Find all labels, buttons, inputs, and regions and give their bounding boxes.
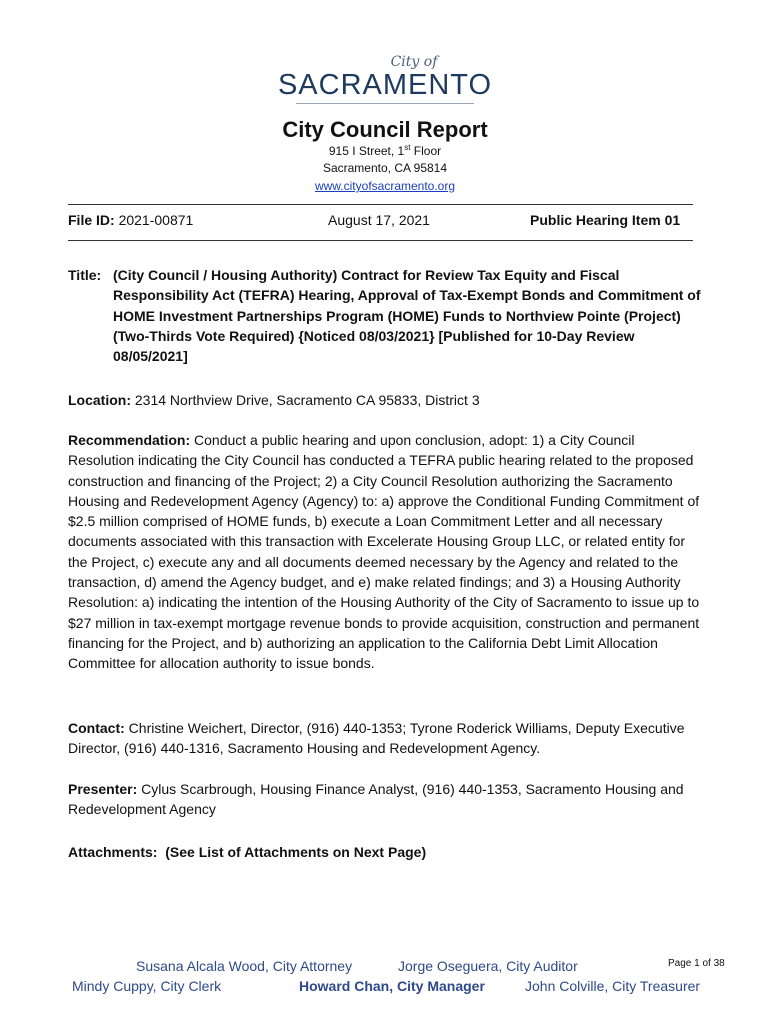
file-id-label: File ID: <box>68 212 115 228</box>
title-label: Title: <box>68 267 102 283</box>
footer-city-attorney: Susana Alcala Wood, City Attorney <box>136 958 353 974</box>
attachments-label: Attachments: <box>68 844 158 860</box>
title-text: (City Council / Housing Authority) Contract for Review Tax Equity and Fiscal Responsibility Act (TEFRA) Hearing, Approval of Tax-Exempt Bonds and Commitment of HOME Investment Partnerships Program (HOME) Funds to Northview Pointe (Project) (Two-Thirds Vote Required) {Noticed 08/03/2021} [Published for 10-Day Review 08/05/2021] <box>113 267 701 365</box>
file-id-value: 2021-00871 <box>118 212 194 228</box>
contact-label: Contact: <box>68 720 125 736</box>
location-label: Location: <box>68 392 131 408</box>
logo-city-of: City of <box>390 54 438 70</box>
presenter-label: Presenter: <box>68 781 138 797</box>
presenter-text: Cylus Scarbrough, Housing Finance Analyst, (916) 440-1353, Sacramento Housing and Redevelopment Agency <box>68 781 684 818</box>
header-rule-bottom <box>68 240 693 241</box>
address-line-2: Sacramento, CA 95814 <box>322 161 448 175</box>
page-number: Page 1 of 38 <box>668 958 725 969</box>
footer-city-clerk: Mindy Cuppy, City Clerk <box>72 978 222 994</box>
website-link[interactable]: www.cityofsacramento.org <box>314 179 456 193</box>
report-title: City Council Report <box>282 117 488 142</box>
address-street: 915 I Street, 1 <box>328 144 405 158</box>
report-date: August 17, 2021 <box>328 212 430 228</box>
city-logo <box>0 54 770 104</box>
address-floor-suffix: st <box>404 143 411 152</box>
recommendation-label: Recommendation: <box>68 432 191 448</box>
location-section <box>68 390 703 410</box>
agenda-item: Public Hearing Item 01 <box>530 212 681 228</box>
footer-city-manager: Howard Chan, City Manager <box>299 978 485 994</box>
attachments-text: (See List of Attachments on Next Page) <box>165 844 427 860</box>
location-text: 2314 Northview Drive, Sacramento CA 95833, District 3 <box>134 392 480 408</box>
recommendation-text: Conduct a public hearing and upon conclusion, adopt: 1) a City Council Resolution indicating the City Council has conducted a TEFRA public hearing related to the proposed construction and financing of the Project; 2) a City Council Resolution authorizing the Sacramento Housing and Redevelopment Agency (Agency) to: a) approve the Conditional Funding Commitment of $2.5 million comprised of HOME funds, b) execute a Loan Commitment Letter and all necessary documents associated with this transaction with Excelerate Housing Group LLC, or related entity for the Project, c) execute any and all documents deemed necessary by the Agency and related to the transaction, d) amend the Agency budget, and e) make related findings; and 3) a Housing Authority Resolution: a) indicating the intention of the Housing Authority of the City of Sacramento to issue up to $27 million in tax-exempt mortgage revenue bonds to provide acquisition, construction and permanent financing for the Project, and b) authorizing an application to the California Debt Limit Allocation Committee for allocation authority to issue bonds. <box>68 432 700 672</box>
title-section <box>68 265 703 366</box>
address-line-1 <box>0 143 770 158</box>
address-floor: Floor <box>410 144 442 158</box>
file-id <box>68 212 193 228</box>
header-rule-top <box>68 204 693 205</box>
logo-sacramento: SACRAMENTO <box>277 69 493 101</box>
recommendation-section <box>68 430 703 674</box>
footer-city-treasurer: John Colville, City Treasurer <box>525 978 701 994</box>
logo-rule <box>296 103 474 104</box>
attachments-section <box>68 842 703 862</box>
contact-section <box>68 718 703 759</box>
website-row <box>0 179 770 193</box>
presenter-section <box>68 779 703 820</box>
contact-text: Christine Weichert, Director, (916) 440-1353; Tyrone Roderick Williams, Deputy Executive Director, (916) 440-1316, Sacramento Housing and Redevelopment Agency. <box>68 720 685 757</box>
footer-city-auditor: Jorge Oseguera, City Auditor <box>398 958 578 974</box>
